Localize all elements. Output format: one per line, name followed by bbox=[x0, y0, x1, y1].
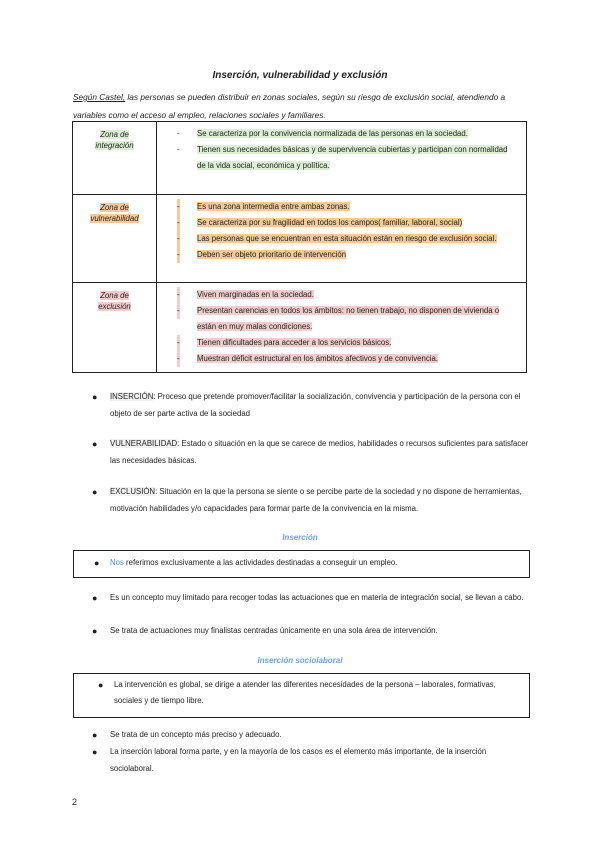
zone-item: - Presentan carencias en todos los ámbitos: no tienen trabajo, no disponen de vivienda o están en muy malas condiciones. bbox=[177, 303, 518, 335]
insercion-bullet: ● Es un concepto muy limitado para recoger todas las actuaciones que en materia de integración social, se llevan a cabo. bbox=[92, 590, 532, 607]
zone-name-line2: exclusión bbox=[98, 302, 131, 311]
page-title: Inserción, vulnerabilidad y exclusión bbox=[212, 70, 388, 81]
zone-item: - Es una zona intermedia entre ambas zonas. bbox=[177, 199, 518, 215]
bullet-icon: ● bbox=[98, 680, 104, 690]
zone-item: - Tienen dificultades para acceder a los servicios básicos. bbox=[177, 335, 518, 351]
insercion-box-text: referimos exclusivamente a las actividades destinadas a conseguir un empleo. bbox=[123, 558, 398, 567]
bullet-icon: ● bbox=[92, 439, 98, 449]
bullet-icon: ● bbox=[92, 487, 98, 497]
zone-item: - Se caracteriza por la convivencia normalizada de las personas en la sociedad. bbox=[177, 129, 468, 138]
bullet-icon: ● bbox=[92, 593, 98, 603]
zone-label-cell bbox=[73, 283, 157, 373]
zone-label-cell bbox=[73, 122, 157, 195]
section-heading-insercion: Inserción bbox=[282, 533, 318, 542]
bullet-icon: ● bbox=[94, 558, 100, 568]
bullet-icon: ● bbox=[92, 747, 98, 757]
zone-name-line1: Zona de bbox=[100, 291, 129, 300]
bullet-icon: ● bbox=[92, 626, 98, 636]
zone-name-line1: Zona de bbox=[100, 203, 129, 212]
bullet-icon: ● bbox=[92, 730, 98, 740]
zone-item: - Se caracteriza por su fragilidad en todos los campos( familiar, laboral, social) bbox=[177, 215, 518, 231]
insercion-sociolaboral-box-text: La intervención es global, se dirige a atender las diferentes necesidades de la persona – laborales, formativas, sociales y de tiempo libre. bbox=[114, 680, 496, 705]
zone-label-cell bbox=[73, 195, 157, 283]
section-heading-insercion-sociolaboral: Inserción sociolaboral bbox=[257, 656, 343, 665]
definition-vulnerabilidad: ● VULNERABILIDAD: Estado o situación en la que se carece de medios, habilidades o recursos suficientes para satisfacer las necesidades básicas. bbox=[92, 436, 532, 469]
definition-exclusion: ● EXCLUSIÓN: Situación en la que la persona se siente o se percibe parte de la sociedad y no dispone de herramientas, motivación habilidades y/o capacidades para formar parte de la convivencia en la misma. bbox=[92, 484, 532, 517]
zone-items-cell bbox=[157, 195, 527, 283]
zone-item: - Deben ser objeto prioritario de intervención bbox=[177, 247, 518, 263]
zone-item: - Tienen sus necesidades básicas y de supervivencia cubiertas y participan con normalidad de la vida social, económica y política. bbox=[177, 145, 508, 170]
insercion-box-prefix: Nos bbox=[110, 558, 124, 567]
insercion-sociolaboral-bullet: ● La inserción laboral forma parte, y en la mayoría de los casos es el elemento más importante, de la inserción sociolaboral. bbox=[92, 744, 532, 777]
insercion-sociolaboral-bullet: ● Se trata de un concepto más preciso y adecuado. bbox=[92, 727, 532, 744]
zone-items-cell bbox=[157, 283, 527, 373]
zone-row-exclusion bbox=[73, 283, 527, 373]
zone-item: - Las personas que se encuentran en esta situación están en riesgo de exclusión social. bbox=[177, 231, 518, 247]
zone-item: - Viven marginadas en la sociedad. bbox=[177, 287, 518, 303]
zone-name-line1: Zona de bbox=[100, 130, 129, 139]
intro-text: las personas se pueden distribuir en zonas sociales, según su riesgo de exclusión social, atendiendo a variables como el acceso al empleo, relaciones sociales y familiares. bbox=[73, 92, 506, 120]
intro-paragraph bbox=[73, 88, 533, 124]
insercion-sociolaboral-box bbox=[73, 673, 530, 718]
zone-row-integracion bbox=[73, 122, 527, 195]
zones-table bbox=[72, 121, 527, 373]
page-number: 2 bbox=[72, 797, 78, 807]
zone-row-vulnerabilidad bbox=[73, 195, 527, 283]
insercion-box bbox=[73, 550, 530, 578]
definition-insercion: ● INSERCIÓN: Proceso que pretende promover/facilitar la socialización, convivencia y participación de la persona con el objeto de ser parte activa de la sociedad bbox=[92, 389, 532, 422]
insercion-bullet: ● Se trata de actuaciones muy finalistas centradas únicamente en una sola área de intervención. bbox=[92, 623, 532, 640]
bullet-icon: ● bbox=[92, 392, 98, 402]
intro-source: Según Castel, bbox=[73, 92, 126, 102]
zone-items-cell bbox=[157, 122, 527, 195]
zone-name-line2: vulnerabilidad bbox=[90, 214, 139, 223]
zone-item: - Muestran déficit estructural en los ámbitos afectivos y de convivencia. bbox=[177, 351, 518, 367]
zone-name-line2: integración bbox=[95, 141, 134, 150]
